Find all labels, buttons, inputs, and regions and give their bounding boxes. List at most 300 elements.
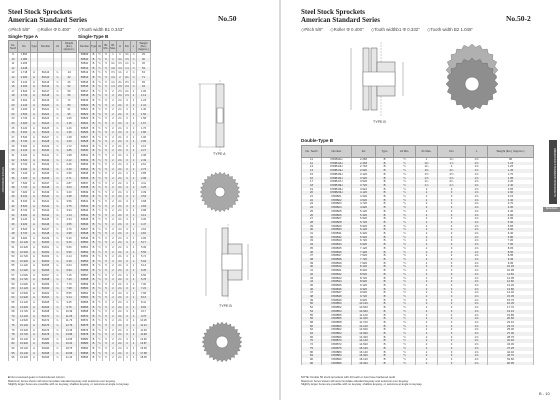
table-cell: ¾ (54, 356, 62, 361)
table-cell: 20 (302, 191, 322, 195)
table-cell: 63 (137, 71, 151, 76)
table-cell: 2 (416, 362, 438, 366)
table-cell: 3 (124, 352, 131, 357)
table-cell: D50B33 (322, 239, 352, 243)
table-cell: 71 (137, 76, 151, 81)
table-cell: 65 (9, 301, 18, 306)
table-cell: ½ (103, 269, 110, 274)
table-cell: 1⅝ (466, 280, 488, 284)
table-cell: 1 (131, 342, 137, 347)
table-cell: 90 (9, 347, 18, 352)
table-cell: D50B34 (322, 243, 352, 247)
table-cell: B (91, 113, 97, 118)
table-cell: B (376, 273, 394, 277)
table-cell: ½ (103, 168, 110, 173)
table-cell: 50B58 (79, 278, 91, 283)
table-cell: 3 (438, 236, 466, 240)
table-cell: 50A80 (38, 338, 54, 343)
table-cell: ½ (103, 347, 110, 352)
table-cell: ¾ (54, 342, 62, 347)
table-cell: 3.53 (137, 195, 151, 200)
table-cell: 2¾ (438, 180, 466, 184)
table-cell: 50B55 (79, 264, 91, 269)
table-cell: ½ (394, 306, 416, 310)
table-cell: 50A49 (38, 237, 54, 242)
left-note-2: Maximum bores shown will accommodate standard keyway and setscrew over keyway. (8, 378, 116, 383)
table-cell: ½ (98, 71, 101, 75)
table-cell: 3 (438, 336, 466, 340)
table-cell: ¾ (54, 241, 62, 246)
table-cell: 50A62 (38, 292, 54, 297)
table-cell: 2 (110, 292, 117, 297)
table-cell: 36 (9, 177, 18, 182)
table-cell: D50B11H (322, 158, 352, 162)
table-cell: 50A53 (38, 255, 54, 260)
table-cell: 3 (438, 269, 466, 273)
table-cell: 50A45 (38, 218, 54, 223)
table-cell: 1 (131, 218, 137, 223)
table-cell: 3 (438, 254, 466, 258)
table-cell: 8.920 (18, 214, 31, 219)
table-cell: ½ (394, 358, 416, 362)
table-cell: A (31, 182, 38, 187)
table-cell: 5.520 (18, 136, 31, 141)
table-cell: 19.10 (488, 310, 534, 314)
table-cell: 3.720 (18, 94, 31, 99)
table-cell: 22.10 (488, 321, 534, 325)
table-cell: ⅞ (132, 66, 135, 70)
table-cell: B (376, 299, 394, 303)
section-double-type-b: Double-Type B (301, 138, 334, 143)
table-cell: 2 (416, 336, 438, 340)
table-cell: 1 (131, 292, 137, 297)
table-cell: 66 (9, 306, 18, 311)
table-cell: 3 (438, 302, 466, 306)
table-cell: 6.78 (137, 278, 151, 283)
table-cell: 47 (302, 291, 322, 295)
table-cell: ⅞ (132, 57, 135, 61)
table-cell: 4.14 (62, 214, 77, 219)
table-cell: 2⅝ (118, 94, 122, 98)
table-cell: ½ (103, 246, 110, 251)
table-cell: 1 (131, 94, 137, 99)
table-cell: 19.320 (18, 356, 31, 361)
table-cell: A (31, 287, 38, 292)
table-cell: 44 (9, 214, 18, 219)
table-cell: B (376, 262, 394, 266)
table-cell: ½ (98, 328, 101, 332)
table-cell: 3 (438, 339, 466, 343)
table-cell: ½ (103, 159, 110, 164)
table-cell: D50B27 (322, 217, 352, 221)
table-cell: 21.42 (62, 356, 77, 361)
table-cell: 2¾ (118, 218, 122, 222)
table-cell: 1 (131, 145, 137, 150)
table-cell: 27 (302, 217, 322, 221)
table-cell: 18.05 (137, 356, 151, 361)
table-cell: A (31, 347, 38, 352)
table-cell: 1⅝ (466, 239, 488, 243)
table-cell: 4.520 (18, 113, 31, 118)
table-cell: D50B49 (322, 299, 352, 303)
table-cell: 10.920 (18, 260, 31, 265)
table-cell: 9.520 (18, 228, 31, 233)
table-cell: ½ (98, 255, 101, 259)
table-cell: ½ (98, 80, 101, 84)
table-cell: 3 (124, 104, 131, 109)
table-cell: 19 (302, 188, 322, 192)
table-cell: 31 (302, 232, 322, 236)
table-cell: 2 (416, 302, 438, 306)
table-cell: 20.60 (488, 317, 534, 321)
table-cell: 2¾ (118, 356, 122, 360)
table-cell: 50A19 (38, 99, 54, 104)
table-cell: 2¾ (118, 278, 122, 282)
table-cell: 39 (302, 262, 322, 266)
table-cell: D50B42 (322, 273, 352, 277)
table-cell: 1 (131, 264, 137, 269)
table-cell: A (31, 301, 38, 306)
table-cell: D50B29 (322, 225, 352, 229)
table-cell: 17 (9, 90, 18, 95)
table-cell: ½ (98, 268, 101, 272)
table-cell: 15.05 (488, 295, 534, 299)
table-cell: B (91, 58, 97, 63)
table-cell: 2 (110, 228, 117, 233)
table-cell: 18.75 (62, 347, 77, 352)
table-cell: 2 (110, 264, 117, 269)
table-cell: 7.00 (137, 283, 151, 288)
table-cell: 3 (124, 306, 131, 311)
table-cell: 1⅝ (466, 206, 488, 210)
table-cell: D50B64 (322, 332, 352, 336)
table-cell: 1⅝ (466, 347, 488, 351)
single-type-b-table (78, 40, 151, 361)
table-cell: 9.120 (352, 284, 376, 288)
table-cell: 3.11 (137, 182, 151, 187)
table-cell: 50B52 (79, 251, 91, 256)
table-cell: 4.920 (352, 206, 376, 210)
table-cell: 8.50 (488, 251, 534, 255)
table-cell: ½ (394, 291, 416, 295)
table-cell: ½ (98, 190, 101, 194)
table-cell: D50B55 (322, 314, 352, 318)
table-cell: ¾ (54, 319, 62, 324)
table-cell: B (91, 172, 97, 177)
table-cell: 21 (302, 195, 322, 199)
table-cell: 3 (438, 343, 466, 347)
table-cell: ½ (98, 232, 101, 236)
gear-bore (465, 77, 479, 91)
table-cell: 2 (110, 315, 117, 320)
table-cell: 1 (131, 296, 137, 301)
table-cell: 50B68 (79, 310, 91, 315)
table-cell: 50A78 (38, 333, 54, 338)
table-cell: 1 (131, 237, 137, 242)
table-cell: B (91, 108, 97, 113)
table-cell: 5.55 (137, 251, 151, 256)
table-cell: 2.920 (18, 76, 31, 81)
table-cell: 2 (416, 288, 438, 292)
table-cell: 12.520 (18, 292, 31, 297)
table-cell: ½ (103, 62, 110, 67)
table-cell: 2 (110, 269, 117, 274)
table-cell: 50B49 (79, 237, 91, 242)
table-cell: 2 (110, 218, 117, 223)
table-cell: D50B58 (322, 321, 352, 325)
spec-pitch: ◇Pitch 5/8" (301, 27, 324, 32)
table-cell: 2.920 (352, 169, 376, 173)
table-cell: 56 (302, 317, 322, 321)
table-cell: 50B29 (79, 145, 91, 150)
table-cell: 9.520 (352, 291, 376, 295)
table-cell: 4.98 (62, 232, 77, 237)
table-cell: ½ (103, 200, 110, 205)
table-cell: 13.89 (62, 333, 77, 338)
table-cell: D50B24 (322, 206, 352, 210)
table-cell: ⅞ (132, 85, 135, 89)
table-cell: 2 (416, 217, 438, 221)
table-cell: ½ (394, 269, 416, 273)
table-cell: B (91, 283, 97, 288)
table-cell: 1.50 (137, 113, 151, 118)
table-cell: 50B37 (79, 182, 91, 187)
table-cell: 10.45 (488, 265, 534, 269)
column-header: Number (322, 146, 352, 158)
table-cell: D50B40 (322, 265, 352, 269)
table-cell: B (91, 209, 97, 214)
table-cell: ½ (394, 284, 416, 288)
table-cell: 2 (416, 317, 438, 321)
table-cell: 2¾ (118, 112, 122, 116)
table-cell: 50B36 (79, 177, 91, 182)
table-cell: 5.94 (137, 260, 151, 265)
table-cell: 30 (9, 149, 18, 154)
table-cell: 5.320 (18, 131, 31, 136)
table-cell: 50B51 (79, 246, 91, 251)
table-cell: 2.20 (488, 180, 534, 184)
table-cell: 3 (438, 228, 466, 232)
left-note-3: Slightly larger bores are possible with no keyway, shallow keyway, or setscrew at angle to keyway. (8, 382, 130, 387)
table-cell: 3 (438, 199, 466, 203)
table-cell: 11.73 (62, 319, 77, 324)
table-cell: B (91, 122, 97, 127)
table-cell: 50B35 (79, 172, 91, 177)
right-note-1: NOTE: Double 50 stock sprockets with 20 teeth or less have hardened teeth. (301, 375, 396, 379)
table-cell: D50B37 (322, 254, 352, 258)
table-cell: 1.15 (488, 162, 534, 166)
table-cell: 32 (9, 159, 18, 164)
table-cell: ½ (394, 158, 416, 162)
table-cell: B (91, 71, 97, 76)
table-cell: 2 (416, 202, 438, 206)
table-cell: 90 (302, 358, 322, 362)
table-cell: 13 (9, 71, 18, 76)
table-b-body (79, 53, 151, 361)
table-cell: A (31, 71, 38, 76)
table-cell: ½ (103, 301, 110, 306)
table-cell: 50B78 (79, 333, 91, 338)
table-cell: 3 (124, 274, 131, 279)
table-cell: ½ (394, 280, 416, 284)
table-cell: 4.320 (352, 195, 376, 199)
table-cell: 50A56 (38, 269, 54, 274)
table-cell: 1 (131, 177, 137, 182)
table-cell: B (91, 149, 97, 154)
table-cell: 3.924 (18, 99, 31, 104)
table-cell: 1 (131, 104, 137, 109)
table-cell: 2¾ (118, 250, 122, 254)
table-cell: 2⅞ (125, 94, 129, 98)
table-cell: 3.25 (137, 186, 151, 191)
table-cell: 13.320 (18, 306, 31, 311)
table-cell: B (91, 310, 97, 315)
table-cell: ⅞ (132, 75, 135, 79)
table-cell: .34 (62, 71, 77, 76)
table-cell: 3 (124, 278, 131, 283)
table-cell: 1⅝ (466, 247, 488, 251)
table-cell: 1 (131, 168, 137, 173)
table-cell: 3 (124, 140, 131, 145)
table-cell: 4.55 (62, 223, 77, 228)
table-cell: ½ (98, 103, 101, 107)
table-cell: 56 (9, 269, 18, 274)
table-cell: 50B54 (79, 260, 91, 265)
table-cell: B (91, 53, 97, 58)
type-b-caption: TYPE B (219, 304, 232, 308)
table-cell: 3 (124, 342, 131, 347)
table-cell: ½ (98, 278, 101, 282)
table-cell: ½ (394, 302, 416, 306)
table-cell: 11.520 (18, 274, 31, 279)
table-cell: 3 (124, 122, 131, 127)
table-cell: 2.61 (137, 163, 151, 168)
table-cell: 50A15 (38, 81, 54, 86)
table-cell: 2¾ (118, 305, 122, 309)
table-cell: 50B33 (79, 163, 91, 168)
table-cell: 2 (110, 246, 117, 251)
table-cell: 3 (124, 264, 131, 269)
table-cell: ½ (103, 324, 110, 329)
table-cell: 3 (124, 241, 131, 246)
table-cell: ¾ (54, 94, 62, 99)
table-cell: A (31, 223, 38, 228)
table-cell: 16 (9, 85, 18, 90)
table-cell: B (376, 351, 394, 355)
table-cell: 12.05 (488, 277, 534, 281)
table-cell: 2 (110, 127, 117, 132)
table-cell: A (31, 342, 38, 347)
table-cell: 2¾ (118, 255, 122, 259)
table-cell: 3 (124, 154, 131, 159)
table-cell: 1.15 (62, 122, 77, 127)
table-cell: B (91, 260, 97, 265)
table-cell: 50B14 (79, 76, 91, 81)
table-cell: 8.320 (18, 200, 31, 205)
table-cell: 3.94 (62, 209, 77, 214)
table-cell: 42.40 (488, 351, 534, 355)
table-cell: 3 (124, 131, 131, 136)
table-cell: 3.70 (488, 202, 534, 206)
table-cell: B (91, 62, 97, 67)
table-cell: ½ (394, 347, 416, 351)
table-cell: ½ (98, 66, 101, 70)
table-b-header (79, 41, 151, 53)
table-cell: B (376, 291, 394, 295)
table-cell: 7.60 (488, 243, 534, 247)
table-cell: 2 (110, 214, 117, 219)
table-cell: ¾ (54, 71, 62, 76)
table-cell: ½ (98, 222, 101, 226)
table-cell: ½ (103, 122, 110, 127)
table-cell: 50A40 (38, 195, 54, 200)
table-cell: B (376, 306, 394, 310)
table-cell: 1¼ (111, 62, 115, 66)
table-cell: 2 (416, 328, 438, 332)
table-cell: 2 (416, 191, 438, 195)
table-cell: A (31, 214, 38, 219)
table-cell: 50B84 (79, 342, 91, 347)
table-cell: 3.40 (488, 199, 534, 203)
table-cell: 1 (131, 108, 137, 113)
table-cell: 3 (438, 328, 466, 332)
table-cell: 1 (131, 195, 137, 200)
table-cell: D50B15H (322, 173, 352, 177)
table-cell: 1⅝ (466, 310, 488, 314)
table-cell: 1⅝ (466, 217, 488, 221)
table-cell: 1¾ (111, 80, 115, 84)
table-cell: 4.920 (18, 122, 31, 127)
table-cell: 3 (438, 273, 466, 277)
table-cell: 3.720 (352, 184, 376, 188)
table-cell: ½ (98, 213, 101, 217)
table-cell: 24 (302, 206, 322, 210)
table-cell: 10.39 (62, 310, 77, 315)
table-cell: 1.45 (488, 169, 534, 173)
table-cell: 66 (302, 336, 322, 340)
table-cell: A (31, 228, 38, 233)
table-cell: ½ (103, 329, 110, 334)
table-cell: ½ (394, 288, 416, 292)
table-cell: 2⅜ (118, 85, 122, 89)
table-cell: 1 (131, 159, 137, 164)
table-cell: ½ (98, 89, 101, 93)
table-cell: 5.43 (62, 241, 77, 246)
table-cell: ½ (394, 180, 416, 184)
table-cell: 48 (9, 232, 18, 237)
table-cell: 3.56 (62, 200, 77, 205)
table-cell: D50B52 (322, 306, 352, 310)
table-cell: 27.00 (488, 332, 534, 336)
table-cell: ¾ (54, 301, 62, 306)
left-notes (8, 376, 208, 387)
table-cell: ½ (98, 163, 101, 167)
table-cell: ½ (98, 342, 101, 346)
table-cell: 50B47 (79, 228, 91, 233)
table-cell: 50B28 (79, 140, 91, 145)
table-cell: 3 (124, 218, 131, 223)
table-cell: ½ (103, 53, 110, 58)
table-cell: ¾ (54, 278, 62, 283)
table-cell: D50B41 (322, 269, 352, 273)
table-cell: 1⅝ (466, 299, 488, 303)
double-type-b-table (301, 145, 534, 365)
table-cell: D50B54 (322, 310, 352, 314)
table-cell: 50B23 (79, 117, 91, 122)
table-cell: ½ (103, 264, 110, 269)
table-cell: 64 (302, 332, 322, 336)
table-cell: ½ (103, 58, 110, 63)
